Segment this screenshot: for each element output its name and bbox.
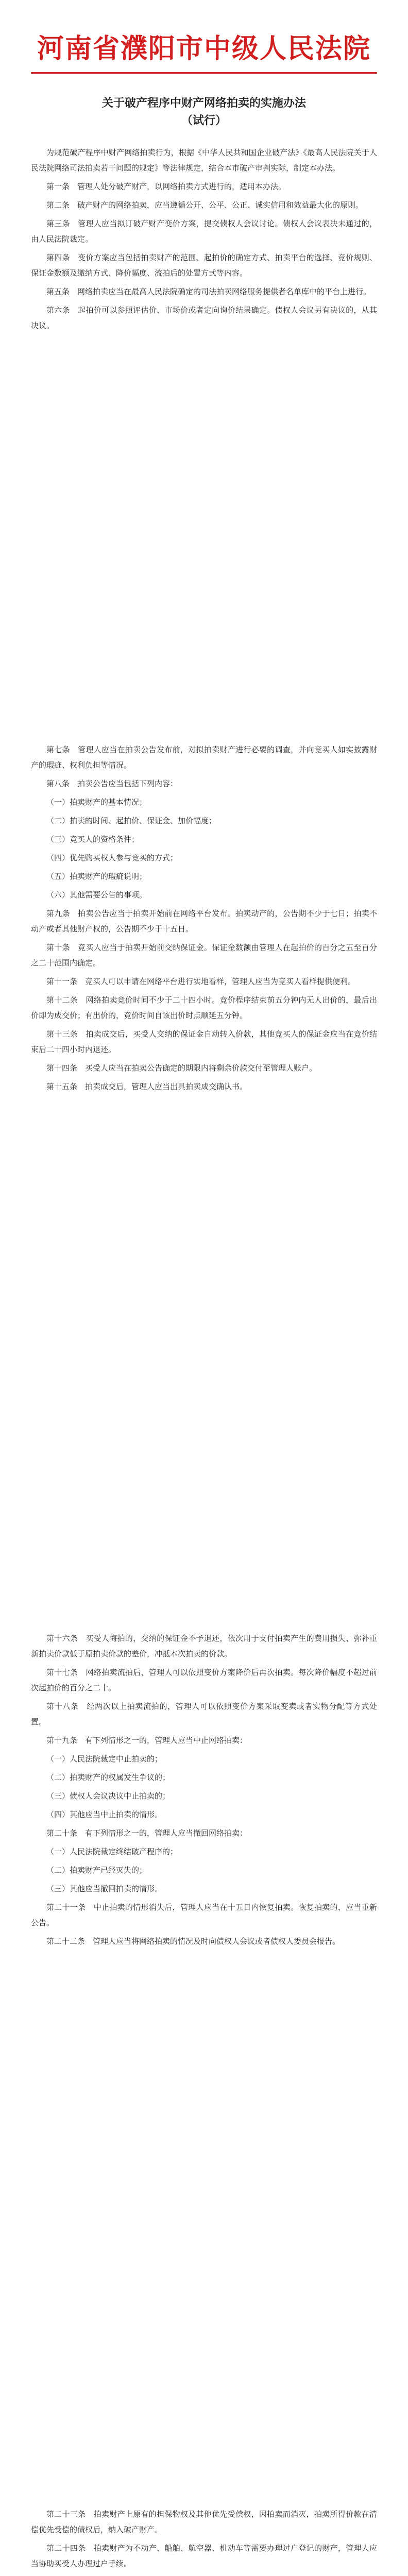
list-item: （二）拍卖财产已经灭失的； [46,1866,147,1875]
list-item: （一）人民法院裁定中止拍卖的； [46,1754,163,1764]
document-page-4 [0,2460,408,2576]
list-item: （三）其他应当撤回拍卖的情形。 [46,1884,163,1893]
paragraph: 第十九条 有下列情形之一的，管理人应当中止网络拍卖： [46,1736,248,1745]
paragraph: 第二十四条 拍卖财产为不动产、船舶、航空器、机动车等需要办理过户登记的财产，管理人应当协助买受人办理过户手续。 [31,2544,377,2568]
court-masthead: 河南省濮阳市中级人民法院 [37,33,371,64]
page-2-body [31,742,377,1094]
paragraph: 第十七条 网络拍卖流拍后，管理人可以依照变价方案降价后再次拍卖。每次降价幅度不超过前次起拍价的百分之二十。 [31,1668,377,1692]
paragraph: 第二十二条 管理人应当将网络拍卖的情况及时向债权人会议或者债权人委员会报告。 [46,1937,341,1946]
paragraph: 第十三条 拍卖成交后，买受人交纳的保证金自动转入价款，其他竞买人的保证金应当在竞价结束后二十四小时内退还。 [31,1029,377,1054]
list-item: （三）竞买人的资格条件； [46,835,140,844]
paragraph: 第一条 管理人处分破产财产，以网络拍卖方式进行的，适用本办法。 [46,182,286,191]
paragraph: 第十六条 买受人悔拍的，交纳的保证金不予退还，依次用于支付拍卖产生的费用损失、弥补重新拍卖价款低于原拍卖价款的差价，冲抵本次拍卖的价款。 [31,1634,377,1658]
paragraph: 第八条 拍卖公告应当包括下列内容： [46,779,178,788]
document-title: 关于破产程序中财产网络拍卖的实施办法 [101,96,306,110]
document-page-3 [0,1584,408,2460]
paragraph: 第三条 管理人应当拟订破产财产变价方案，提交债权人会议讨论。债权人会议表决未通过的，由人民法院裁定。 [31,219,377,244]
paragraph: 第十二条 网络拍卖竞价时间不少于二十四小时。竞价程序结束前五分钟内无人出价的，最后出价即为成交价；有出价的，竞价时间自该出价时点顺延五分钟。 [31,995,377,1020]
page-4-body [31,2506,377,2576]
paragraph: 第十一条 竞买人可以申请在网络平台进行实地看样，管理人应当为竞买人看样提供便利。 [46,977,356,986]
list-item: （六）其他需要公告的事项。 [46,890,147,900]
page-3-body [31,1631,377,1949]
list-item: （三）债权人会议决议中止拍卖的； [46,1791,171,1801]
paragraph: 第六条 起拍价可以参照评估价、市场价或者定向询价结果确定。债权人会议另有决议的，从其决议。 [31,306,377,330]
paragraph: 第二十条 有下列情形之一的，管理人应当撤回网络拍卖： [46,1828,248,1838]
paragraph: 第十五条 拍卖成交后，管理人应当出具拍卖成交确认书。 [46,1082,248,1091]
list-item: （二）拍卖财产的权属发生争议的； [46,1773,171,1782]
list-item: （五）拍卖财产的瑕疵说明； [46,872,147,881]
paragraph: 第二十一条 中止拍卖的情形消失后，管理人应当在十五日内恢复拍卖。恢复拍卖的，应当重新公告。 [31,1903,377,1927]
paragraph: 第十八条 经两次以上拍卖流拍的，管理人可以依照变价方案采取变卖或者实物分配等方式处置。 [31,1702,377,1726]
list-item: （四）优先购买权人参与竞买的方式； [46,853,178,862]
document-page-1 [0,0,408,696]
paragraph: 第七条 管理人应当在拍卖公告发布前，对拟拍卖财产进行必要的调查，并向竞买人如实披露财产的瑕疵、权利负担等情况。 [31,745,377,770]
paragraph: 为规范破产程序中财产网络拍卖行为，根据《中华人民共和国企业破产法》《最高人民法院关于人民法院网络司法拍卖若干问题的规定》等法律规定，结合本市破产审判实际，制定本办法。 [31,148,377,173]
paragraph: 第十四条 买受人应当在拍卖公告确定的期限内将剩余价款交付至管理人账户。 [46,1063,317,1073]
document-subtitle: （试行） [181,114,227,127]
list-item: （四）其他应当中止拍卖的情形。 [46,1810,163,1819]
paragraph: 第二十三条 拍卖财产上原有的担保物权及其他优先受偿权，因拍卖而消灭，拍卖所得价款在清偿优先受偿的债权后，纳入破产财产。 [31,2510,377,2534]
document-page-2 [0,696,408,1584]
paragraph: 第十条 竞买人应当于拍卖开始前交纳保证金。保证金数额由管理人在起拍价的百分之五至百分之二十范围内确定。 [31,943,377,968]
paragraph: 第五条 网络拍卖应当在最高人民法院确定的司法拍卖网络服务提供者名单库中的平台上进行。 [46,287,371,296]
list-item: （二）拍卖的时间、起拍价、保证金、加价幅度； [46,816,217,825]
list-item: （一）拍卖财产的基本情况； [46,798,147,807]
list-item: （一）人民法院裁定终结破产程序的； [46,1847,178,1856]
paragraph: 第二条 破产财产的网络拍卖，应当遵循公开、公平、公正、诚实信用和效益最大化的原则。 [46,200,364,210]
paragraph: 第四条 变价方案应当包括拍卖财产的范围、起拍价的确定方式、拍卖平台的选择、竞价规则、保证金数额及缴纳方式、降价幅度、流拍后的处置方式等内容。 [31,253,377,278]
paragraph: 第九条 拍卖公告应当于拍卖开始前在网络平台发布。拍卖动产的，公告期不少于七日；拍卖不动产或者其他财产权的，公告期不少于十五日。 [31,909,377,934]
masthead-red-rule [31,72,377,74]
page-1-body [31,145,377,333]
